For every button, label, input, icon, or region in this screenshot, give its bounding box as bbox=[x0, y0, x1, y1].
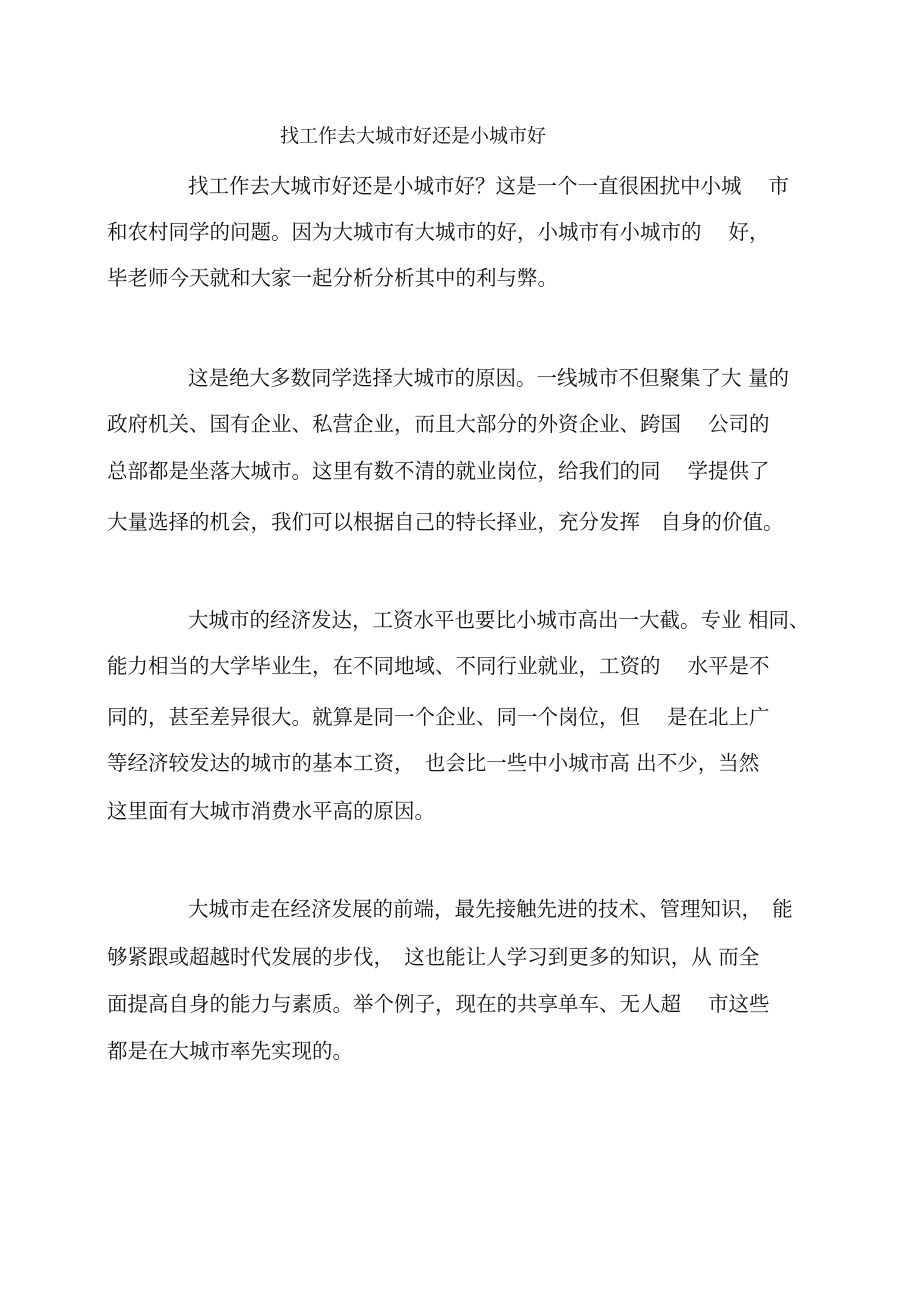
paragraph-1-line-2: 和农村同学的问题。因为大城市有大城市的好，小城市有小城市的 好， bbox=[107, 220, 770, 244]
paragraph-1-line-1: 找工作去大城市好还是小城市好？这是一个一直很困扰中小城 市 bbox=[188, 174, 790, 198]
paragraph-3-line-5: 这里面有大城市消费水平高的原因。 bbox=[107, 799, 435, 823]
paragraph-3-line-4: 等经济较发达的城市的基本工资， 也会比一些中小城市高 出不少，当然 bbox=[107, 751, 760, 775]
paragraph-3-line-2: 能力相当的大学毕业生，在不同地域、不同行业就业，工资的 水平是不 bbox=[107, 654, 770, 678]
paragraph-4-line-1: 大城市走在经济发展的前端，最先接触先进的技术、管理知识， 能 bbox=[188, 897, 793, 921]
paragraph-2-line-1: 这是绝大多数同学选择大城市的原因。一线城市不但聚集了大 量的 bbox=[188, 366, 790, 390]
paragraph-3-line-1: 大城市的经济发达，工资水平也要比小城市高出一大截。专业 相同、 bbox=[188, 608, 810, 632]
paragraph-4-line-4: 都是在大城市率先实现的。 bbox=[107, 1039, 353, 1063]
paragraph-2-line-3: 总部都是坐落大城市。这里有数不清的就业岗位，给我们的同 学提供了 bbox=[107, 459, 770, 483]
paragraph-3-line-3: 同的，甚至差异很大。就算是同一个企业、同一个岗位，但 是在北上广 bbox=[107, 705, 770, 729]
paragraph-2-line-2: 政府机关、国有企业、私营企业，而且大部分的外资企业、跨国 公司的 bbox=[107, 412, 770, 436]
paragraph-1-line-3: 毕老师今天就和大家一起分析分析其中的利与弊。 bbox=[107, 266, 558, 290]
paragraph-4-line-3: 面提高自身的能力与素质。举个例子，现在的共享单车、无人超 市这些 bbox=[107, 992, 770, 1016]
paragraph-2-line-4: 大量选择的机会，我们可以根据自己的特长择业，充分发挥 自身的价值。 bbox=[107, 510, 784, 534]
document-title: 找工作去大城市好还是小城市好 bbox=[280, 125, 547, 147]
paragraph-4-line-2: 够紧跟或超越时代发展的步伐， 这也能让人学习到更多的知识，从 而全 bbox=[107, 945, 760, 969]
